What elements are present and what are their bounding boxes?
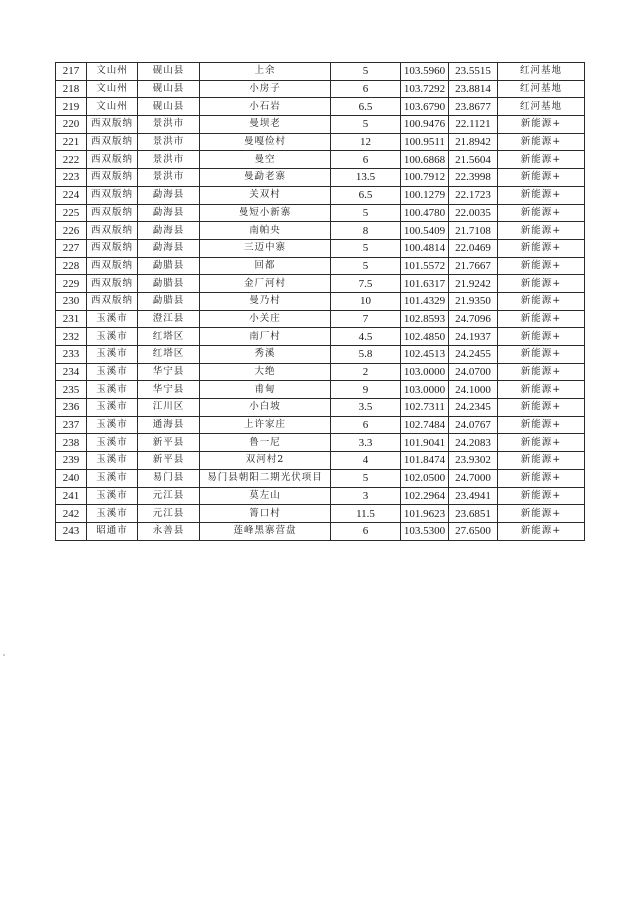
cell-index: 227 (56, 239, 87, 257)
cell-index: 217 (56, 63, 87, 81)
table-row (56, 204, 585, 222)
cell-site-name: 鲁一尼 (200, 434, 331, 452)
cell-capacity: 6 (331, 80, 401, 98)
cell-category: 新能源+ (498, 469, 585, 487)
cell-index: 237 (56, 416, 87, 434)
cell-prefecture: 西双版纳 (87, 186, 138, 204)
scan-speck (3, 654, 5, 656)
cell-county: 永善县 (138, 522, 200, 540)
cell-longitude: 101.6317 (401, 275, 449, 293)
cell-site-name: 箐口村 (200, 505, 331, 523)
table-row (56, 487, 585, 505)
cell-index: 220 (56, 116, 87, 134)
table-row (56, 186, 585, 204)
table-row (56, 80, 585, 98)
cell-category: 新能源+ (498, 416, 585, 434)
table-row (56, 434, 585, 452)
cell-index: 243 (56, 522, 87, 540)
cell-prefecture: 玉溪市 (87, 399, 138, 417)
cell-prefecture: 西双版纳 (87, 239, 138, 257)
cell-latitude: 21.9350 (449, 292, 498, 310)
cell-category: 新能源+ (498, 257, 585, 275)
table-row (56, 222, 585, 240)
cell-capacity: 7.5 (331, 275, 401, 293)
cell-site-name: 易门县朝阳二期光伏项目 (200, 469, 331, 487)
cell-capacity: 5 (331, 257, 401, 275)
cell-index: 239 (56, 452, 87, 470)
cell-capacity: 2 (331, 363, 401, 381)
cell-index: 231 (56, 310, 87, 328)
cell-county: 砚山县 (138, 80, 200, 98)
cell-prefecture: 西双版纳 (87, 133, 138, 151)
cell-prefecture: 昭通市 (87, 522, 138, 540)
cell-capacity: 3 (331, 487, 401, 505)
cell-longitude: 100.9476 (401, 116, 449, 134)
cell-index: 230 (56, 292, 87, 310)
cell-longitude: 100.7912 (401, 169, 449, 187)
cell-capacity: 8 (331, 222, 401, 240)
table-row (56, 310, 585, 328)
cell-county: 景洪市 (138, 151, 200, 169)
cell-county: 通海县 (138, 416, 200, 434)
cell-category: 新能源+ (498, 381, 585, 399)
cell-capacity: 6.5 (331, 186, 401, 204)
table-row (56, 522, 585, 540)
cell-capacity: 10 (331, 292, 401, 310)
cell-index: 226 (56, 222, 87, 240)
cell-county: 勐腊县 (138, 257, 200, 275)
cell-category: 新能源+ (498, 399, 585, 417)
table-row (56, 151, 585, 169)
cell-longitude: 102.2964 (401, 487, 449, 505)
cell-category: 新能源+ (498, 169, 585, 187)
cell-latitude: 23.8677 (449, 98, 498, 116)
cell-longitude: 103.6790 (401, 98, 449, 116)
cell-site-name: 南厂村 (200, 328, 331, 346)
cell-latitude: 21.8942 (449, 133, 498, 151)
cell-longitude: 100.9511 (401, 133, 449, 151)
cell-capacity: 5 (331, 469, 401, 487)
cell-latitude: 24.2083 (449, 434, 498, 452)
cell-index: 221 (56, 133, 87, 151)
table-row (56, 452, 585, 470)
cell-site-name: 南帕央 (200, 222, 331, 240)
cell-capacity: 11.5 (331, 505, 401, 523)
cell-index: 223 (56, 169, 87, 187)
cell-category: 新能源+ (498, 292, 585, 310)
cell-latitude: 22.0035 (449, 204, 498, 222)
cell-latitude: 24.0700 (449, 363, 498, 381)
cell-longitude: 101.9041 (401, 434, 449, 452)
cell-index: 225 (56, 204, 87, 222)
cell-category: 新能源+ (498, 222, 585, 240)
cell-index: 224 (56, 186, 87, 204)
cell-latitude: 24.1937 (449, 328, 498, 346)
cell-latitude: 23.4941 (449, 487, 498, 505)
table-row (56, 381, 585, 399)
cell-county: 易门县 (138, 469, 200, 487)
cell-index: 222 (56, 151, 87, 169)
cell-capacity: 5 (331, 204, 401, 222)
cell-category: 红河基地 (498, 80, 585, 98)
cell-index: 218 (56, 80, 87, 98)
cell-category: 新能源+ (498, 151, 585, 169)
cell-county: 景洪市 (138, 116, 200, 134)
cell-prefecture: 文山州 (87, 98, 138, 116)
cell-index: 232 (56, 328, 87, 346)
cell-category: 新能源+ (498, 186, 585, 204)
cell-latitude: 23.8814 (449, 80, 498, 98)
cell-county: 元江县 (138, 487, 200, 505)
cell-capacity: 4 (331, 452, 401, 470)
cell-site-name: 上余 (200, 63, 331, 81)
cell-site-name: 莲峰黑寨营盘 (200, 522, 331, 540)
cell-capacity: 3.5 (331, 399, 401, 417)
cell-longitude: 101.8474 (401, 452, 449, 470)
cell-county: 红塔区 (138, 346, 200, 364)
table-row (56, 363, 585, 381)
cell-site-name: 金厂河村 (200, 275, 331, 293)
cell-longitude: 102.4850 (401, 328, 449, 346)
cell-site-name: 曼短小新寨 (200, 204, 331, 222)
cell-prefecture: 玉溪市 (87, 434, 138, 452)
cell-category: 新能源+ (498, 363, 585, 381)
cell-county: 新平县 (138, 452, 200, 470)
cell-prefecture: 玉溪市 (87, 469, 138, 487)
cell-capacity: 9 (331, 381, 401, 399)
cell-prefecture: 玉溪市 (87, 363, 138, 381)
cell-index: 229 (56, 275, 87, 293)
cell-site-name: 大绝 (200, 363, 331, 381)
cell-longitude: 103.5300 (401, 522, 449, 540)
cell-category: 新能源+ (498, 116, 585, 134)
cell-index: 234 (56, 363, 87, 381)
cell-longitude: 100.4780 (401, 204, 449, 222)
cell-county: 华宁县 (138, 381, 200, 399)
cell-index: 242 (56, 505, 87, 523)
cell-category: 红河基地 (498, 98, 585, 116)
cell-latitude: 23.6851 (449, 505, 498, 523)
cell-index: 233 (56, 346, 87, 364)
cell-county: 景洪市 (138, 169, 200, 187)
table-row (56, 116, 585, 134)
cell-capacity: 13.5 (331, 169, 401, 187)
cell-longitude: 100.6868 (401, 151, 449, 169)
cell-category: 新能源+ (498, 522, 585, 540)
table-row (56, 239, 585, 257)
cell-county: 澄江县 (138, 310, 200, 328)
cell-site-name: 关双村 (200, 186, 331, 204)
table-body (56, 63, 585, 541)
cell-latitude: 24.2345 (449, 399, 498, 417)
cell-county: 红塔区 (138, 328, 200, 346)
cell-prefecture: 玉溪市 (87, 452, 138, 470)
cell-category: 新能源+ (498, 452, 585, 470)
cell-longitude: 100.4814 (401, 239, 449, 257)
cell-site-name: 曼坝老 (200, 116, 331, 134)
cell-capacity: 12 (331, 133, 401, 151)
cell-prefecture: 玉溪市 (87, 381, 138, 399)
cell-county: 砚山县 (138, 63, 200, 81)
cell-longitude: 102.0500 (401, 469, 449, 487)
cell-latitude: 22.1723 (449, 186, 498, 204)
cell-prefecture: 西双版纳 (87, 204, 138, 222)
cell-longitude: 100.1279 (401, 186, 449, 204)
cell-prefecture: 玉溪市 (87, 310, 138, 328)
cell-category: 新能源+ (498, 310, 585, 328)
cell-latitude: 24.2455 (449, 346, 498, 364)
cell-county: 勐海县 (138, 239, 200, 257)
cell-site-name: 双河村2 (200, 452, 331, 470)
cell-latitude: 23.5515 (449, 63, 498, 81)
cell-capacity: 5 (331, 116, 401, 134)
cell-prefecture: 玉溪市 (87, 416, 138, 434)
cell-category: 新能源+ (498, 133, 585, 151)
table-row (56, 275, 585, 293)
cell-prefecture: 文山州 (87, 63, 138, 81)
cell-longitude: 102.7484 (401, 416, 449, 434)
cell-county: 砚山县 (138, 98, 200, 116)
cell-site-name: 三迈中寨 (200, 239, 331, 257)
cell-category: 新能源+ (498, 487, 585, 505)
cell-index: 219 (56, 98, 87, 116)
cell-longitude: 100.5409 (401, 222, 449, 240)
cell-county: 勐海县 (138, 186, 200, 204)
cell-county: 华宁县 (138, 363, 200, 381)
cell-longitude: 102.7311 (401, 399, 449, 417)
cell-latitude: 21.7108 (449, 222, 498, 240)
cell-county: 江川区 (138, 399, 200, 417)
cell-site-name: 回都 (200, 257, 331, 275)
cell-category: 新能源+ (498, 275, 585, 293)
cell-prefecture: 玉溪市 (87, 346, 138, 364)
cell-longitude: 103.0000 (401, 363, 449, 381)
cell-county: 新平县 (138, 434, 200, 452)
cell-site-name: 莫左山 (200, 487, 331, 505)
cell-site-name: 曼乃村 (200, 292, 331, 310)
cell-site-name: 曼嘎俭村 (200, 133, 331, 151)
cell-category: 新能源+ (498, 204, 585, 222)
cell-site-name: 小石岩 (200, 98, 331, 116)
cell-site-name: 上许家庄 (200, 416, 331, 434)
project-table (55, 62, 585, 541)
cell-latitude: 27.6500 (449, 522, 498, 540)
cell-latitude: 21.7667 (449, 257, 498, 275)
cell-capacity: 5 (331, 239, 401, 257)
table-row (56, 505, 585, 523)
cell-capacity: 6 (331, 416, 401, 434)
cell-site-name: 秀溪 (200, 346, 331, 364)
cell-index: 236 (56, 399, 87, 417)
cell-category: 新能源+ (498, 505, 585, 523)
cell-longitude: 103.0000 (401, 381, 449, 399)
cell-county: 勐腊县 (138, 292, 200, 310)
cell-county: 勐腊县 (138, 275, 200, 293)
cell-prefecture: 玉溪市 (87, 505, 138, 523)
table-row (56, 346, 585, 364)
cell-prefecture: 玉溪市 (87, 328, 138, 346)
cell-latitude: 24.7000 (449, 469, 498, 487)
table-row (56, 292, 585, 310)
cell-capacity: 3.3 (331, 434, 401, 452)
cell-index: 235 (56, 381, 87, 399)
table-row (56, 416, 585, 434)
cell-longitude: 103.7292 (401, 80, 449, 98)
cell-prefecture: 西双版纳 (87, 257, 138, 275)
cell-capacity: 5 (331, 63, 401, 81)
cell-longitude: 102.4513 (401, 346, 449, 364)
table-row (56, 63, 585, 81)
cell-site-name: 小房子 (200, 80, 331, 98)
cell-category: 新能源+ (498, 434, 585, 452)
cell-prefecture: 西双版纳 (87, 116, 138, 134)
cell-county: 景洪市 (138, 133, 200, 151)
cell-category: 新能源+ (498, 328, 585, 346)
table-row (56, 399, 585, 417)
cell-longitude: 101.4329 (401, 292, 449, 310)
cell-latitude: 23.9302 (449, 452, 498, 470)
cell-capacity: 6 (331, 522, 401, 540)
cell-category: 红河基地 (498, 63, 585, 81)
cell-capacity: 6 (331, 151, 401, 169)
cell-index: 241 (56, 487, 87, 505)
cell-capacity: 4.5 (331, 328, 401, 346)
cell-prefecture: 西双版纳 (87, 222, 138, 240)
cell-category: 新能源+ (498, 346, 585, 364)
table-row (56, 469, 585, 487)
cell-longitude: 102.8593 (401, 310, 449, 328)
cell-capacity: 6.5 (331, 98, 401, 116)
cell-index: 240 (56, 469, 87, 487)
cell-site-name: 曼勐老寨 (200, 169, 331, 187)
cell-prefecture: 西双版纳 (87, 275, 138, 293)
cell-prefecture: 西双版纳 (87, 151, 138, 169)
cell-capacity: 7 (331, 310, 401, 328)
cell-index: 238 (56, 434, 87, 452)
cell-longitude: 101.5572 (401, 257, 449, 275)
table-row (56, 257, 585, 275)
cell-county: 勐海县 (138, 204, 200, 222)
cell-latitude: 21.9242 (449, 275, 498, 293)
cell-longitude: 103.5960 (401, 63, 449, 81)
cell-latitude: 24.1000 (449, 381, 498, 399)
cell-prefecture: 玉溪市 (87, 487, 138, 505)
cell-category: 新能源+ (498, 239, 585, 257)
cell-latitude: 22.3998 (449, 169, 498, 187)
cell-latitude: 22.1121 (449, 116, 498, 134)
cell-latitude: 24.0767 (449, 416, 498, 434)
cell-county: 元江县 (138, 505, 200, 523)
cell-site-name: 小白坡 (200, 399, 331, 417)
cell-site-name: 甫甸 (200, 381, 331, 399)
cell-site-name: 曼空 (200, 151, 331, 169)
table-row (56, 328, 585, 346)
cell-capacity: 5.8 (331, 346, 401, 364)
cell-prefecture: 西双版纳 (87, 169, 138, 187)
cell-latitude: 21.5604 (449, 151, 498, 169)
cell-longitude: 101.9623 (401, 505, 449, 523)
cell-site-name: 小关庄 (200, 310, 331, 328)
cell-prefecture: 文山州 (87, 80, 138, 98)
table-row (56, 133, 585, 151)
table-row (56, 169, 585, 187)
cell-prefecture: 西双版纳 (87, 292, 138, 310)
cell-latitude: 24.7096 (449, 310, 498, 328)
cell-latitude: 22.0469 (449, 239, 498, 257)
cell-index: 228 (56, 257, 87, 275)
table-row (56, 98, 585, 116)
cell-county: 勐海县 (138, 222, 200, 240)
